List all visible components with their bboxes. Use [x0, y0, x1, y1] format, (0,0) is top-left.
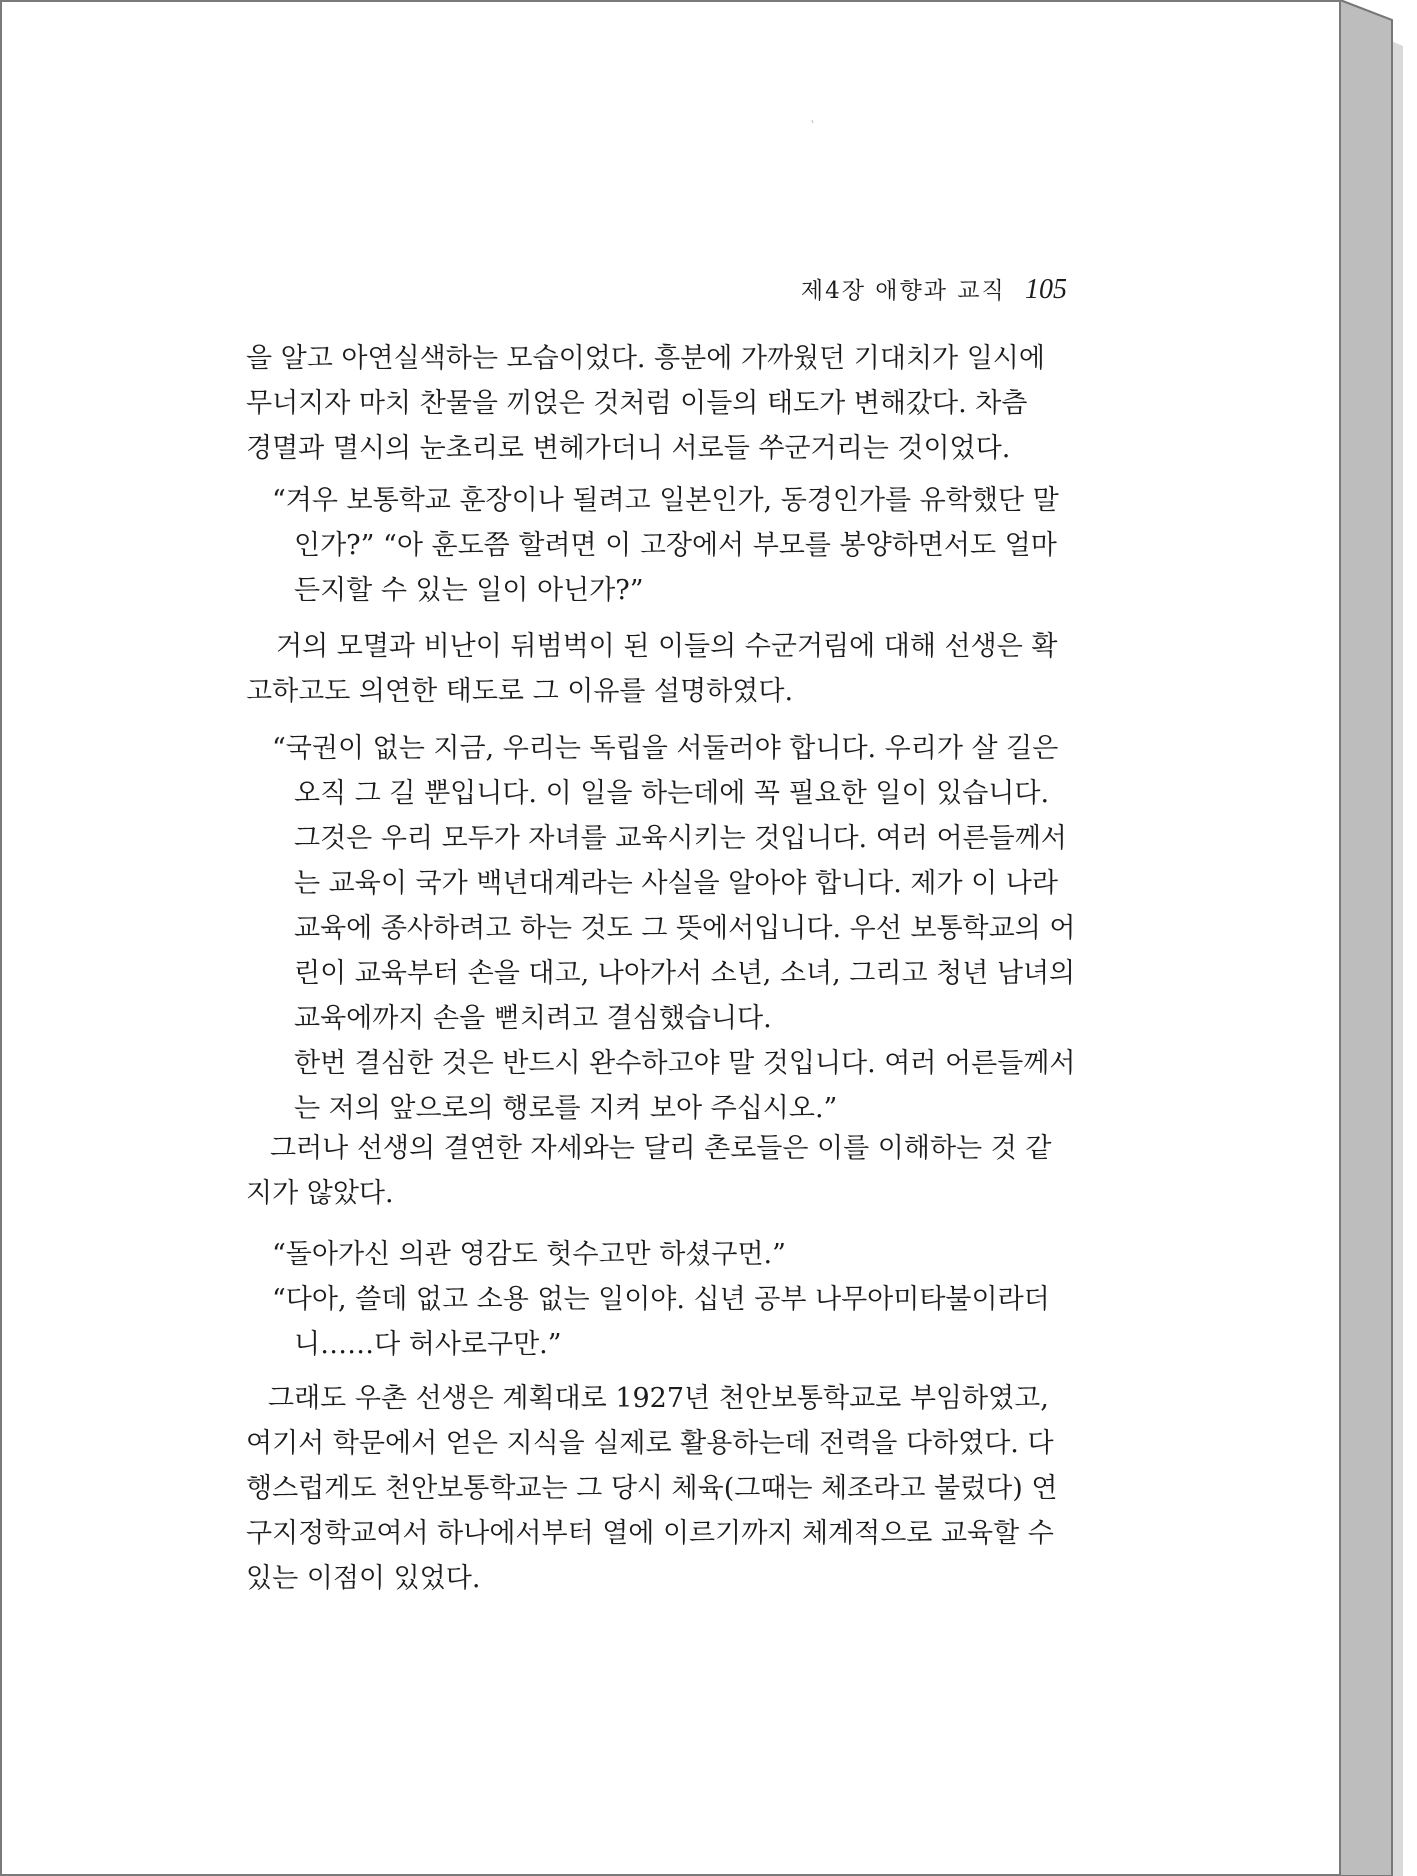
quote-2	[272, 726, 1082, 1131]
text-line: 무너지자 마치 찬물을 끼얹은 것처럼 이들의 태도가 변해갔다. 차츰	[246, 388, 1028, 419]
text-line: 든지할 수 있는 일이 아닌가?”	[294, 575, 644, 606]
text-line: “돌아가신 의관 영감도 헛수고만 하셨구먼.”	[272, 1239, 786, 1270]
text-line: 고하고도 의연한 태도로 그 이유를 설명하였다.	[246, 676, 794, 707]
text-line: 그러나 선생의 결연한 자세와는 달리 촌로들은 이를 이해하는 것 같	[270, 1133, 1052, 1164]
text-line: 린이 교육부터 손을 대고, 나아가서 소년, 소녀, 그리고 청년 남녀의	[294, 958, 1076, 989]
text-line: 거의 모멸과 비난이 뒤범벅이 된 이들의 수군거림에 대해 선생은 확	[276, 631, 1058, 662]
page-number: 105	[1025, 274, 1067, 305]
text-line: 행스럽게도 천안보통학교는 그 당시 체육(그때는 체조라고 불렀다) 연	[246, 1473, 1058, 1504]
text-line: 오직 그 길 뿐입니다. 이 일을 하는데에 꼭 필요한 일이 있습니다.	[294, 778, 1050, 809]
paragraph-3	[246, 1126, 1071, 1216]
text-line: 는 교육이 국가 백년대계라는 사실을 알아야 합니다. 제가 이 나라	[294, 868, 1058, 899]
paragraph-1	[246, 336, 1071, 471]
text-line: 니……다 허사로구만.”	[294, 1329, 562, 1360]
text-line: “국권이 없는 지금, 우리는 독립을 서둘러야 합니다. 우리가 살 길은	[272, 733, 1059, 764]
quote-3	[272, 1232, 1082, 1367]
text-line: 그것은 우리 모두가 자녀를 교육시키는 것입니다. 여러 어른들께서	[294, 823, 1067, 854]
text-line: 한번 결심한 것은 반드시 완수하고야 말 것입니다. 여러 어른들께서	[294, 1048, 1076, 1079]
running-header	[801, 272, 1067, 306]
text-line: 구지정학교여서 하나에서부터 열에 이르기까지 체계적으로 교육할 수	[246, 1518, 1054, 1549]
text-line: 지가 않았다.	[246, 1178, 394, 1209]
quote-1	[272, 478, 1082, 613]
text-line: 교육에까지 손을 뻗치려고 결심했습니다.	[294, 1003, 772, 1034]
text-line: 교육에 종사하려고 하는 것도 그 뜻에서입니다. 우선 보통학교의 어	[294, 913, 1076, 944]
paragraph-2	[246, 624, 1071, 714]
text-line: 있는 이점이 있었다.	[246, 1563, 481, 1594]
text-line: “겨우 보통학교 훈장이나 될려고 일본인가, 동경인가를 유학했단 말	[272, 485, 1059, 516]
text-line: 는 저의 앞으로의 행로를 지켜 보아 주십시오.”	[294, 1093, 838, 1124]
chapter-title: 제4장 애향과 교직	[800, 278, 1006, 304]
text-line: 을 알고 아연실색하는 모습이었다. 흥분에 가까웠던 기대치가 일시에	[246, 343, 1045, 374]
text-line: 경멸과 멸시의 눈초리로 변헤가더니 서로들 쑤군거리는 것이었다.	[246, 433, 1011, 464]
text-line: 그래도 우촌 선생은 계획대로 1927년 천안보통학교로 부임하였고,	[268, 1383, 1049, 1414]
text-line: 인가?” “아 훈도쯤 할려면 이 고장에서 부모를 봉양하면서도 얼마	[294, 530, 1057, 561]
paragraph-4	[246, 1376, 1071, 1601]
text-line: 여기서 학문에서 얻은 지식을 실제로 활용하는데 전력을 다하였다. 다	[246, 1428, 1054, 1459]
text-line: “다아, 쓸데 없고 소용 없는 일이야. 십년 공부 나무아미타불이라더	[272, 1284, 1050, 1315]
